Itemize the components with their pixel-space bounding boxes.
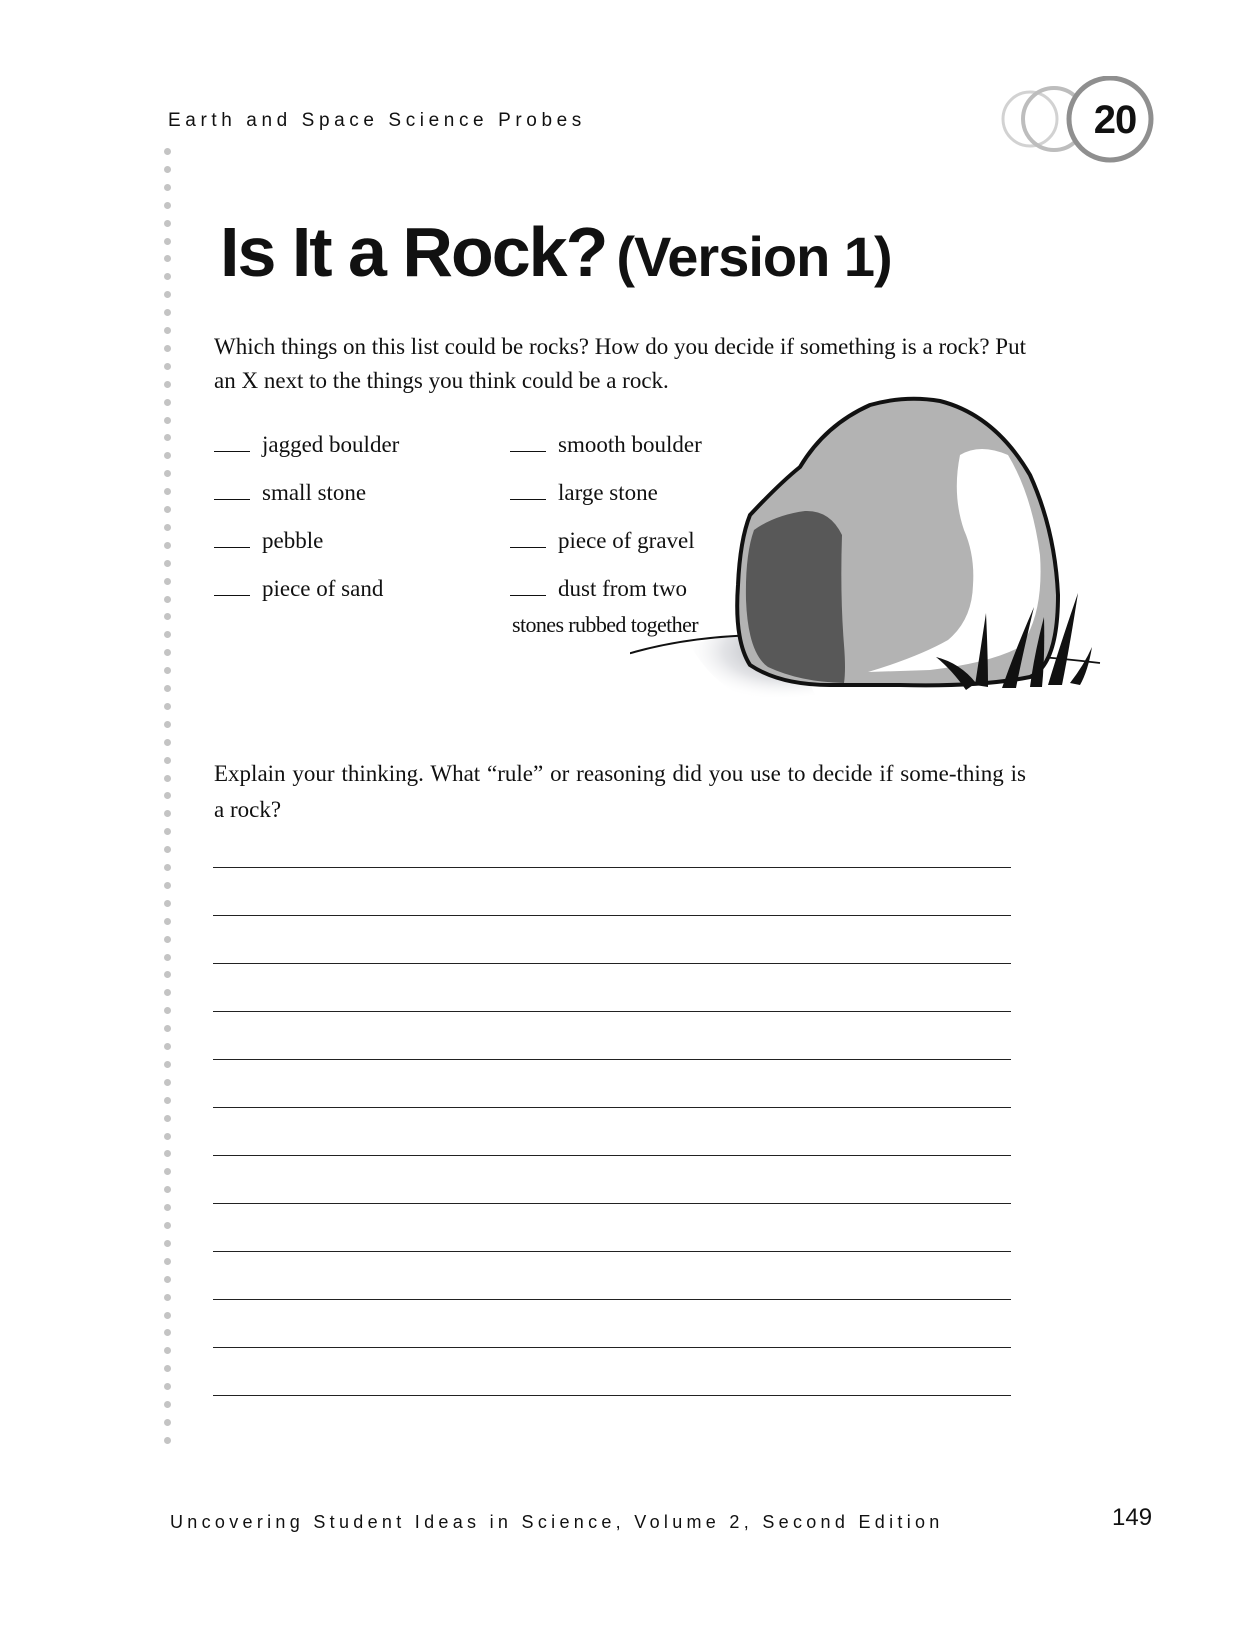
- margin-dot: [164, 255, 171, 262]
- margin-dot: [164, 1204, 171, 1211]
- margin-dot: [164, 810, 171, 817]
- margin-dot: [164, 309, 171, 316]
- margin-dot: [164, 578, 171, 585]
- margin-dot: [164, 363, 171, 370]
- margin-dot: [164, 703, 171, 710]
- margin-dot: [164, 184, 171, 191]
- answer-blank[interactable]: [510, 483, 546, 500]
- choice-label: piece of sand: [262, 576, 384, 601]
- answer-line[interactable]: [213, 1299, 1011, 1300]
- margin-dot: [164, 918, 171, 925]
- margin-dot: [164, 1329, 171, 1336]
- margin-dot: [164, 1437, 171, 1444]
- margin-dot: [164, 1365, 171, 1372]
- margin-dot: [164, 1401, 171, 1408]
- margin-dot: [164, 685, 171, 692]
- instructions-text: Which things on this list could be rocks? How do you decide if something is a rock? Put an X next to the things you think could be a rock.: [214, 334, 1026, 393]
- margin-dot: [164, 1115, 171, 1122]
- margin-dot: [164, 1419, 171, 1426]
- margin-dot: [164, 202, 171, 209]
- section-header: Earth and Space Science Probes: [168, 110, 586, 131]
- margin-dot: [164, 1150, 171, 1157]
- margin-dot: [164, 417, 171, 424]
- margin-dot: [164, 739, 171, 746]
- margin-dot: [164, 220, 171, 227]
- margin-dot: [164, 524, 171, 531]
- margin-dot: [164, 327, 171, 334]
- choice-label: small stone: [262, 480, 367, 505]
- explain-prompt: Explain your thinking. What “rule” or reasoning did you use to decide if some-thing is a rock?: [214, 761, 1026, 822]
- answer-line[interactable]: [213, 1107, 1011, 1108]
- answer-blank[interactable]: [214, 435, 250, 452]
- answer-line[interactable]: [213, 1059, 1011, 1060]
- margin-dot: [164, 1097, 171, 1104]
- margin-dot: [164, 721, 171, 728]
- margin-dot: [164, 1079, 171, 1086]
- answer-line[interactable]: [213, 1011, 1011, 1012]
- answer-blank[interactable]: [214, 483, 250, 500]
- choice-label-continuation: stones rubbed together: [512, 612, 698, 637]
- answer-line[interactable]: [213, 1251, 1011, 1252]
- margin-dot: [164, 1168, 171, 1175]
- margin-dot: [164, 900, 171, 907]
- answer-blank[interactable]: [510, 435, 546, 452]
- margin-dot: [164, 1383, 171, 1390]
- choice-item[interactable]: [214, 432, 399, 458]
- margin-dot: [164, 1258, 171, 1265]
- margin-dot: [164, 381, 171, 388]
- title-main: Is It a Rock?: [220, 213, 607, 291]
- margin-dot: [164, 757, 171, 764]
- answer-line[interactable]: [213, 867, 1011, 868]
- margin-dot: [164, 1240, 171, 1247]
- probe-number: 20: [1093, 98, 1137, 142]
- answer-blank[interactable]: [510, 579, 546, 596]
- choice-label: large stone: [558, 480, 658, 505]
- margin-dot: [164, 1025, 171, 1032]
- margin-dot: [164, 560, 171, 567]
- margin-dot: [164, 971, 171, 978]
- choice-label: jagged boulder: [262, 432, 400, 457]
- margin-dot: [164, 667, 171, 674]
- choice-label: smooth boulder: [558, 432, 702, 457]
- margin-dot: [164, 1061, 171, 1068]
- rock-illustration: [630, 395, 1130, 720]
- margin-dot: [164, 631, 171, 638]
- dotted-margin-line: [164, 148, 176, 1448]
- choice-label: dust from two: [558, 576, 688, 601]
- choice-label: pebble: [262, 528, 324, 553]
- margin-dot: [164, 1007, 171, 1014]
- margin-dot: [164, 506, 171, 513]
- margin-dot: [164, 1276, 171, 1283]
- margin-dot: [164, 936, 171, 943]
- margin-dot: [164, 291, 171, 298]
- margin-dot: [164, 434, 171, 441]
- margin-dot: [164, 1133, 171, 1140]
- margin-dot: [164, 846, 171, 853]
- margin-dot: [164, 542, 171, 549]
- margin-dot: [164, 828, 171, 835]
- book-title-footer: Uncovering Student Ideas in Science, Volume 2, Second Edition: [170, 1512, 944, 1532]
- choice-item[interactable]: [214, 576, 383, 602]
- margin-dot: [164, 775, 171, 782]
- margin-dot: [164, 1043, 171, 1050]
- answer-line[interactable]: [213, 1203, 1011, 1204]
- choice-item[interactable]: [214, 528, 323, 554]
- answer-blank[interactable]: [214, 531, 250, 548]
- margin-dot: [164, 613, 171, 620]
- margin-dot: [164, 148, 171, 155]
- margin-dot: [164, 596, 171, 603]
- margin-dot: [164, 864, 171, 871]
- margin-dot: [164, 954, 171, 961]
- answer-blank[interactable]: [214, 579, 250, 596]
- choice-label: piece of gravel: [558, 528, 695, 553]
- answer-line[interactable]: [213, 1155, 1011, 1156]
- margin-dot: [164, 792, 171, 799]
- margin-dot: [164, 882, 171, 889]
- answer-line[interactable]: [213, 915, 1011, 916]
- margin-dot: [164, 273, 171, 280]
- page-title: [220, 212, 892, 292]
- margin-dot: [164, 649, 171, 656]
- answer-line[interactable]: [213, 1395, 1011, 1396]
- margin-dot: [164, 1312, 171, 1319]
- margin-dot: [164, 399, 171, 406]
- margin-dot: [164, 1222, 171, 1229]
- margin-dot: [164, 989, 171, 996]
- margin-dot: [164, 166, 171, 173]
- title-version: (Version 1): [616, 225, 892, 288]
- margin-dot: [164, 1294, 171, 1301]
- margin-dot: [164, 1347, 171, 1354]
- margin-dot: [164, 452, 171, 459]
- page-number: 149: [1112, 1504, 1153, 1531]
- margin-dot: [164, 1186, 171, 1193]
- margin-dot: [164, 345, 171, 352]
- margin-dot: [164, 470, 171, 477]
- margin-dot: [164, 488, 171, 495]
- answer-blank[interactable]: [510, 531, 546, 548]
- answer-line[interactable]: [213, 963, 1011, 964]
- margin-dot: [164, 238, 171, 245]
- choice-item[interactable]: [214, 480, 366, 506]
- answer-line[interactable]: [213, 1347, 1011, 1348]
